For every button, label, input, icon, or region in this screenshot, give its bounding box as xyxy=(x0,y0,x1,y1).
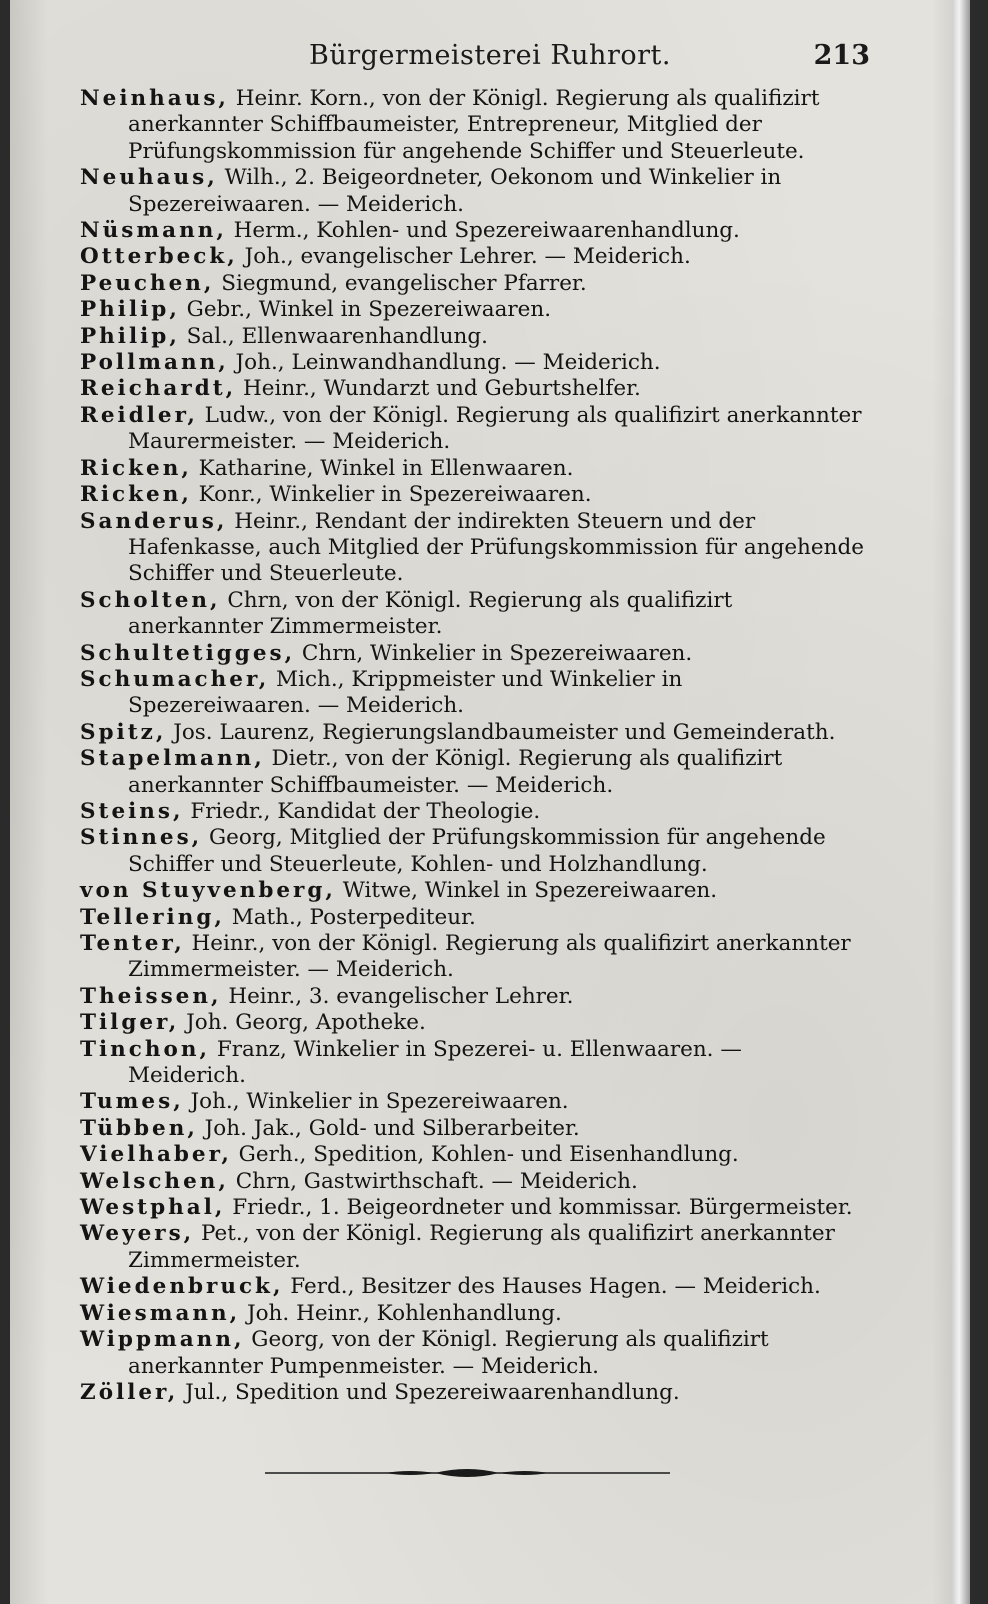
entry-surname: Philip, xyxy=(80,323,180,349)
directory-entry xyxy=(80,1221,866,1274)
entry-surname: Neinhaus, xyxy=(80,86,229,111)
directory-entry xyxy=(80,746,866,799)
entry-description: Georg, von der Königl. Regierung als qualifizirt anerkannter Pumpenmeister. — Meiderich. xyxy=(128,1327,769,1379)
directory-entry xyxy=(80,1301,866,1327)
entry-description: Jul., Spedition und Spezereiwaarenhandlung. xyxy=(178,1379,680,1405)
entry-surname: Ricken, xyxy=(80,455,192,481)
entry-description: Konr., Winkelier in Spezereiwaaren. xyxy=(191,482,592,508)
entry-surname: Peuchen, xyxy=(80,270,215,296)
entry-description: Franz, Winkelier in Spezerei- u. Ellenwaaren. — Meiderich. xyxy=(128,1036,742,1089)
entry-description: Dietr., von der Königl. Regierung als qualifizirt anerkannter Schiffbaumeister. — Meiderich. xyxy=(128,746,783,798)
entry-surname: Reichardt, xyxy=(80,376,237,402)
directory-entry xyxy=(80,878,866,904)
entry-surname: Theissen, xyxy=(80,983,222,1009)
directory-entry xyxy=(80,271,866,297)
directory-entry xyxy=(80,905,866,931)
directory-entry xyxy=(80,482,866,508)
entry-description: Witwe, Winkel in Spezereiwaaren. xyxy=(335,878,718,904)
page-header xyxy=(10,36,970,76)
entry-surname: Otterbeck, xyxy=(80,244,238,270)
entry-surname: Sanderus, xyxy=(80,508,228,534)
entry-description: Pet., von der Königl. Regierung als qualifizirt anerkannter Zimmermeister. xyxy=(128,1221,835,1273)
entry-description: Joh., Leinwandhandlung. — Meiderich. xyxy=(228,350,661,376)
closing-ornament-rule xyxy=(265,1466,670,1480)
entry-surname: Tinchon, xyxy=(80,1036,210,1062)
entry-surname: Wiesmann, xyxy=(80,1300,241,1326)
entry-surname: Welschen, xyxy=(80,1168,229,1194)
entry-surname: Zöller, xyxy=(80,1379,179,1405)
directory-entry xyxy=(80,931,866,984)
entry-description: Joh. Georg, Apotheke. xyxy=(179,1010,426,1036)
entry-description: Chrn, von der Königl. Regierung als qualifizirt anerkannter Zimmermeister. xyxy=(128,587,733,640)
entry-surname: von Stuyvenberg, xyxy=(80,878,336,904)
page-edge xyxy=(952,0,970,1604)
running-title: Bürgermeisterei Ruhrort. xyxy=(309,40,671,71)
entry-surname: Tenter, xyxy=(80,931,185,956)
entry-surname: Reidler, xyxy=(80,402,198,428)
directory-entry xyxy=(80,1169,866,1195)
entry-description: Math., Posterpediteur. xyxy=(224,904,476,930)
entry-surname: Neuhaus, xyxy=(80,165,218,191)
entry-description: Herm., Kohlen- und Spezereiwaarenhandlung. xyxy=(226,218,740,244)
entry-description: Ludw., von der Königl. Regierung als qualifizirt anerkannter Maurermeister. — Meiderich. xyxy=(128,402,862,455)
directory-entry xyxy=(80,86,866,165)
entry-description: Chrn, Winkelier in Spezereiwaaren. xyxy=(295,640,693,666)
directory-entry xyxy=(80,984,866,1010)
entry-surname: Wiedenbruck, xyxy=(80,1274,284,1300)
entry-surname: Schultetigges, xyxy=(80,640,296,666)
entry-description: Joh. Heinr., Kohlenhandlung. xyxy=(240,1300,562,1326)
book-page xyxy=(10,0,970,1604)
entry-description: Heinr., 3. evangelischer Lehrer. xyxy=(221,983,574,1009)
entry-description: Katharine, Winkel in Ellenwaaren. xyxy=(191,455,574,481)
directory-entry xyxy=(80,720,866,746)
entry-surname: Tübben, xyxy=(80,1115,198,1141)
entry-description: Chrn, Gastwirthschaft. — Meiderich. xyxy=(228,1168,638,1194)
directory-entry xyxy=(80,403,866,456)
entry-description: Jos. Laurenz, Regierungslandbaumeister und Gemeinderath. xyxy=(166,719,836,745)
entry-surname: Stapelmann, xyxy=(80,746,265,772)
directory-entry xyxy=(80,641,866,667)
entry-surname: Stinnes, xyxy=(80,825,203,851)
directory-entry xyxy=(80,218,866,244)
directory-entry xyxy=(80,1274,866,1300)
directory-entry xyxy=(80,1142,866,1168)
directory-list xyxy=(80,86,866,1406)
page-number: 213 xyxy=(813,40,870,71)
directory-entry xyxy=(80,456,866,482)
entry-surname: Wippmann, xyxy=(80,1327,245,1353)
entry-surname: Schumacher, xyxy=(80,666,270,692)
directory-entry xyxy=(80,1195,866,1221)
directory-entry xyxy=(80,825,866,878)
entry-description: Georg, Mitglied der Prüfungskommission für angehende Schiffer und Steuerleute, Kohlen- und Holzhandlung. xyxy=(128,825,826,877)
directory-entry xyxy=(80,1089,866,1115)
directory-entry xyxy=(80,1327,866,1380)
directory-entry xyxy=(80,1380,866,1406)
entry-description: Friedr., Kandidat der Theologie. xyxy=(183,798,541,824)
directory-entry xyxy=(80,509,866,588)
entry-description: Joh., evangelischer Lehrer. — Meiderich. xyxy=(237,244,691,270)
entry-surname: Vielhaber, xyxy=(80,1142,232,1168)
directory-entry xyxy=(80,165,866,218)
directory-entry xyxy=(80,350,866,376)
entry-description: Wilh., 2. Beigeordneter, Oekonom und Winkelier in Spezereiwaaren. — Meiderich. xyxy=(128,165,782,217)
directory-entry xyxy=(80,799,866,825)
entry-surname: Pollmann, xyxy=(80,350,229,376)
directory-entry xyxy=(80,244,866,270)
entry-description: Joh., Winkelier in Spezereiwaaren. xyxy=(183,1089,569,1115)
entry-surname: Westphal, xyxy=(80,1195,226,1221)
entry-description: Heinr., von der Königl. Regierung als qualifizirt anerkannter Zimmermeister. — Meiderich. xyxy=(128,931,851,983)
entry-surname: Nüsmann, xyxy=(80,218,227,244)
directory-entry xyxy=(80,1010,866,1036)
directory-entry xyxy=(80,1037,866,1090)
entry-description: Joh. Jak., Gold- und Silberarbeiter. xyxy=(197,1115,580,1141)
entry-description: Mich., Krippmeister und Winkelier in Spezereiwaaren. — Meiderich. xyxy=(128,666,683,719)
entry-surname: Weyers, xyxy=(80,1221,195,1247)
entry-description: Siegmund, evangelischer Pfarrer. xyxy=(214,270,587,296)
entry-surname: Steins, xyxy=(80,798,184,824)
directory-entry xyxy=(80,376,866,402)
entry-surname: Philip, xyxy=(80,297,180,323)
entry-description: Heinr., Rendant der indirekten Steuern und der Hafenkasse, auch Mitglied der Prüfungskommission für angehende Schiffer und Steuerleute. xyxy=(128,508,864,587)
entry-surname: Tilger, xyxy=(80,1010,180,1036)
entry-description: Ferd., Besitzer des Hauses Hagen. — Meiderich. xyxy=(283,1274,821,1300)
entry-surname: Scholten, xyxy=(80,587,221,613)
entry-description: Gerh., Spedition, Kohlen- und Eisenhandlung. xyxy=(231,1142,739,1168)
entry-surname: Tumes, xyxy=(80,1089,184,1115)
directory-entry xyxy=(80,667,866,720)
entry-description: Sal., Ellenwaarenhandlung. xyxy=(179,323,488,349)
directory-entry xyxy=(80,588,866,641)
directory-entry xyxy=(80,297,866,323)
entry-surname: Spitz, xyxy=(80,719,167,745)
entry-surname: Tellering, xyxy=(80,904,225,930)
entry-description: Gebr., Winkel in Spezereiwaaren. xyxy=(179,297,552,323)
entry-description: Friedr., 1. Beigeordneter und kommissar. Bürgermeister. xyxy=(225,1195,853,1221)
directory-entry xyxy=(80,1116,866,1142)
entry-surname: Ricken, xyxy=(80,482,192,508)
directory-entry xyxy=(80,324,866,350)
entry-description: Heinr., Wundarzt und Geburtshelfer. xyxy=(236,376,641,402)
entry-description: Heinr. Korn., von der Königl. Regierung als qualifizirt anerkannter Schiffbaumeister, Entrepreneur, Mitglied der Prüfungskommission für angehende Schiffer und Steuerleute. xyxy=(128,86,820,164)
